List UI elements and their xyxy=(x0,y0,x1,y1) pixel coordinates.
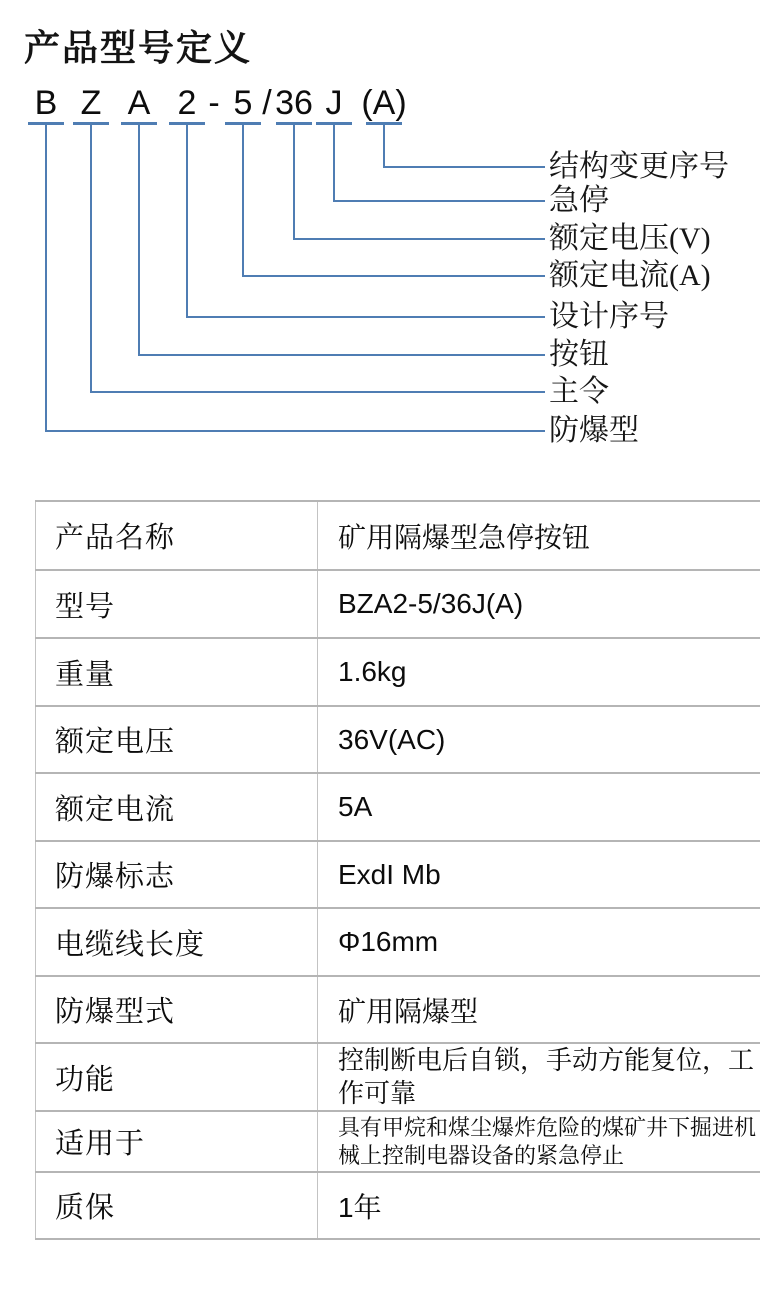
spec-label: 防爆型式 xyxy=(36,976,318,1043)
code-char: B xyxy=(34,84,58,122)
spec-value: BZA2-5/36J(A) xyxy=(318,570,760,638)
spec-label: 功能 xyxy=(36,1043,318,1111)
spec-label: 型号 xyxy=(36,570,318,638)
diagram-label: 额定电流(A) xyxy=(549,259,711,292)
spec-row-ex-type xyxy=(36,976,760,1043)
connector-vline xyxy=(90,125,92,393)
spec-label: 防爆标志 xyxy=(36,841,318,908)
code-char: A xyxy=(127,84,151,122)
spec-value: 5A xyxy=(318,773,760,841)
code-char: J xyxy=(325,84,343,122)
spec-table xyxy=(35,500,760,1240)
spec-row-application xyxy=(36,1111,760,1172)
code-char: (A) xyxy=(361,84,407,122)
code-separator-dash: - xyxy=(208,84,220,122)
spec-label: 适用于 xyxy=(36,1111,318,1172)
spec-label: 电缆线长度 xyxy=(36,908,318,976)
diagram-label: 额定电压(V) xyxy=(549,222,711,255)
connector-hline xyxy=(293,238,545,240)
spec-label: 额定电压 xyxy=(36,706,318,773)
diagram-label: 设计序号 xyxy=(549,300,669,333)
connector-vline xyxy=(138,125,140,356)
spec-row-ex-mark xyxy=(36,841,760,908)
spec-value: 矿用隔爆型急停按钮 xyxy=(318,501,760,570)
spec-value: 具有甲烷和煤尘爆炸危险的煤矿井下掘进机械上控制电器设备的紧急停止 xyxy=(318,1111,760,1172)
connector-hline xyxy=(383,166,545,168)
model-code-diagram xyxy=(0,0,760,470)
code-char: 5 xyxy=(233,84,253,122)
connector-vline xyxy=(186,125,188,318)
code-char: 2 xyxy=(177,84,197,122)
code-char: 36 xyxy=(275,84,313,122)
connector-vline xyxy=(383,125,385,168)
spec-row-rated-current xyxy=(36,773,760,841)
connector-hline xyxy=(90,391,545,393)
connector-hline xyxy=(333,200,545,202)
diagram-label: 按钮 xyxy=(549,338,609,371)
diagram-label: 急停 xyxy=(549,184,609,217)
connector-hline xyxy=(186,316,545,318)
connector-hline xyxy=(138,354,545,356)
connector-vline xyxy=(333,125,335,202)
connector-vline xyxy=(45,125,47,432)
spec-value: 矿用隔爆型 xyxy=(318,976,760,1043)
connector-vline xyxy=(242,125,244,277)
spec-label: 产品名称 xyxy=(36,501,318,570)
spec-value: Φ16mm xyxy=(318,908,760,976)
diagram-label: 主令 xyxy=(549,375,609,408)
spec-row-rated-voltage xyxy=(36,706,760,773)
spec-label: 质保 xyxy=(36,1172,318,1239)
spec-row-function xyxy=(36,1043,760,1111)
spec-value: 36V(AC) xyxy=(318,706,760,773)
diagram-label: 结构变更序号 xyxy=(549,150,729,183)
spec-row-cable xyxy=(36,908,760,976)
code-char: Z xyxy=(80,84,102,122)
spec-row-model xyxy=(36,570,760,638)
spec-row-weight xyxy=(36,638,760,706)
spec-label: 额定电流 xyxy=(36,773,318,841)
spec-value: 1.6kg xyxy=(318,638,760,706)
connector-vline xyxy=(293,125,295,240)
page-title: 产品型号定义 xyxy=(24,28,253,68)
spec-label: 重量 xyxy=(36,638,318,706)
code-separator-slash: / xyxy=(262,84,272,122)
spec-value: 控制断电后自锁，手动方能复位，工作可靠 xyxy=(318,1043,760,1111)
spec-value: 1年 xyxy=(318,1172,760,1239)
diagram-label: 防爆型 xyxy=(549,414,639,447)
spec-value: ExdI Mb xyxy=(318,841,760,908)
spec-row-product-name xyxy=(36,501,760,570)
connector-hline xyxy=(242,275,545,277)
spec-row-warranty xyxy=(36,1172,760,1239)
connector-hline xyxy=(45,430,545,432)
